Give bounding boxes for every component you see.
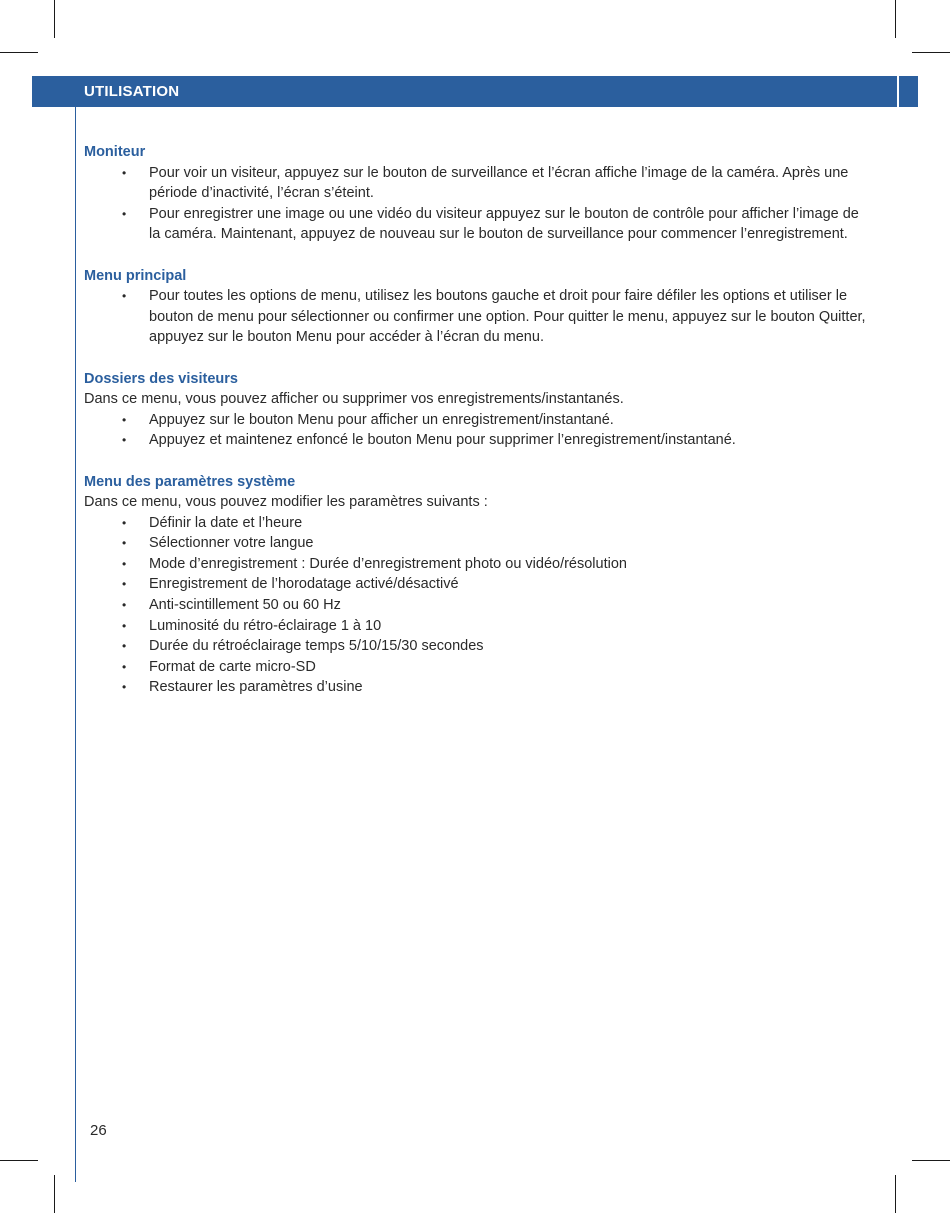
bullet-icon: • <box>122 659 127 674</box>
crop-mark-top-left <box>54 0 55 38</box>
page-number: 26 <box>90 1122 107 1139</box>
crop-mark-bottom-right-h <box>912 1160 950 1161</box>
list-item-text: Anti-scintillement 50 ou 60 Hz <box>149 597 341 614</box>
list-item-text: Mode d’enregistrement : Durée d’enregistrement photo ou vidéo/résolution <box>149 555 627 572</box>
list-item-text: Appuyez et maintenez enfoncé le bouton Menu pour supprimer l’enregistrement/instantané. <box>149 432 736 449</box>
list-item <box>84 286 874 348</box>
list-item <box>84 574 874 595</box>
crop-mark-top-right <box>895 0 896 38</box>
bullet-icon: • <box>122 598 127 613</box>
list-item-text: Sélectionner votre langue <box>149 535 314 552</box>
list-item <box>84 163 874 204</box>
bullet-icon: • <box>122 412 127 427</box>
crop-mark-top-left-h <box>0 52 38 53</box>
list-item <box>84 430 874 451</box>
header-bar-extension <box>899 76 918 107</box>
list-item-text: Luminosité du rétro-éclairage 1 à 10 <box>149 617 382 634</box>
section-heading: Moniteur <box>84 144 146 160</box>
bullet-icon: • <box>122 577 127 592</box>
bullet-icon: • <box>122 556 127 571</box>
section-heading: Menu des paramètres système <box>84 473 296 490</box>
bullet-list <box>84 286 874 348</box>
section <box>84 369 874 451</box>
list-item-text: Pour enregistrer une image ou une vidéo du visiteur appuyez sur le bouton de contrôle pour afficher l’image de la caméra. Maintenant, appuyez de nouveau sur le bouton de surveillance pour commencer l’enregistrement. <box>149 205 859 243</box>
section-intro: Dans ce menu, vous pouvez modifier les paramètres suivants : <box>84 494 488 511</box>
bullet-list <box>84 513 874 698</box>
page-title: UTILISATION <box>84 83 180 100</box>
bullet-list <box>84 410 874 451</box>
bullet-icon: • <box>122 165 127 180</box>
list-item <box>84 657 874 678</box>
list-item-text: Pour toutes les options de menu, utilisez les boutons gauche et droit pour faire défiler les options et utiliser le bouton de menu pour sélectionner ou confirmer une option. Pour quitter le menu, appuyez sur le bouton Quitter, appuyez sur le bouton Menu pour accéder à l’écran du menu. <box>149 288 866 346</box>
list-item <box>84 554 874 575</box>
section <box>84 266 874 348</box>
bullet-icon: • <box>122 206 127 221</box>
list-item <box>84 616 874 637</box>
bullet-icon: • <box>122 289 127 304</box>
list-item <box>84 636 874 657</box>
bullet-icon: • <box>122 618 127 633</box>
list-item <box>84 533 874 554</box>
margin-rule <box>75 107 76 1182</box>
section <box>84 142 874 245</box>
section-heading: Dossiers des visiteurs <box>84 370 238 387</box>
list-item-text: Restaurer les paramètres d’usine <box>149 679 363 696</box>
list-item-text: Appuyez sur le bouton Menu pour afficher un enregistrement/instantané. <box>149 411 614 428</box>
list-item <box>84 410 874 431</box>
crop-mark-bottom-left <box>54 1175 55 1213</box>
list-item-text: Durée du rétroéclairage temps 5/10/15/30 secondes <box>149 638 484 655</box>
list-item-text: Pour voir un visiteur, appuyez sur le bouton de surveillance et l’écran affiche l’image de la caméra. Après une période d’inactivité, l’écran s’éteint. <box>149 164 849 202</box>
section-intro: Dans ce menu, vous pouvez afficher ou supprimer vos enregistrements/instantanés. <box>84 391 624 408</box>
page-content <box>84 142 874 719</box>
list-item <box>84 677 874 698</box>
bullet-icon: • <box>122 680 127 695</box>
crop-mark-top-right-h <box>912 52 950 53</box>
bullet-icon: • <box>122 515 127 530</box>
bullet-icon: • <box>122 433 127 448</box>
section-heading: Menu principal <box>84 267 187 284</box>
section <box>84 472 874 699</box>
list-item <box>84 513 874 534</box>
list-item <box>84 204 874 245</box>
crop-mark-bottom-right <box>895 1175 896 1213</box>
bullet-icon: • <box>122 639 127 654</box>
list-item <box>84 595 874 616</box>
crop-mark-bottom-left-h <box>0 1160 38 1161</box>
list-item-text: Enregistrement de l’horodatage activé/désactivé <box>149 576 459 593</box>
bullet-list <box>84 163 874 245</box>
list-item-text: Définir la date et l’heure <box>149 514 303 531</box>
list-item-text: Format de carte micro-SD <box>149 658 316 675</box>
bullet-icon: • <box>122 536 127 551</box>
